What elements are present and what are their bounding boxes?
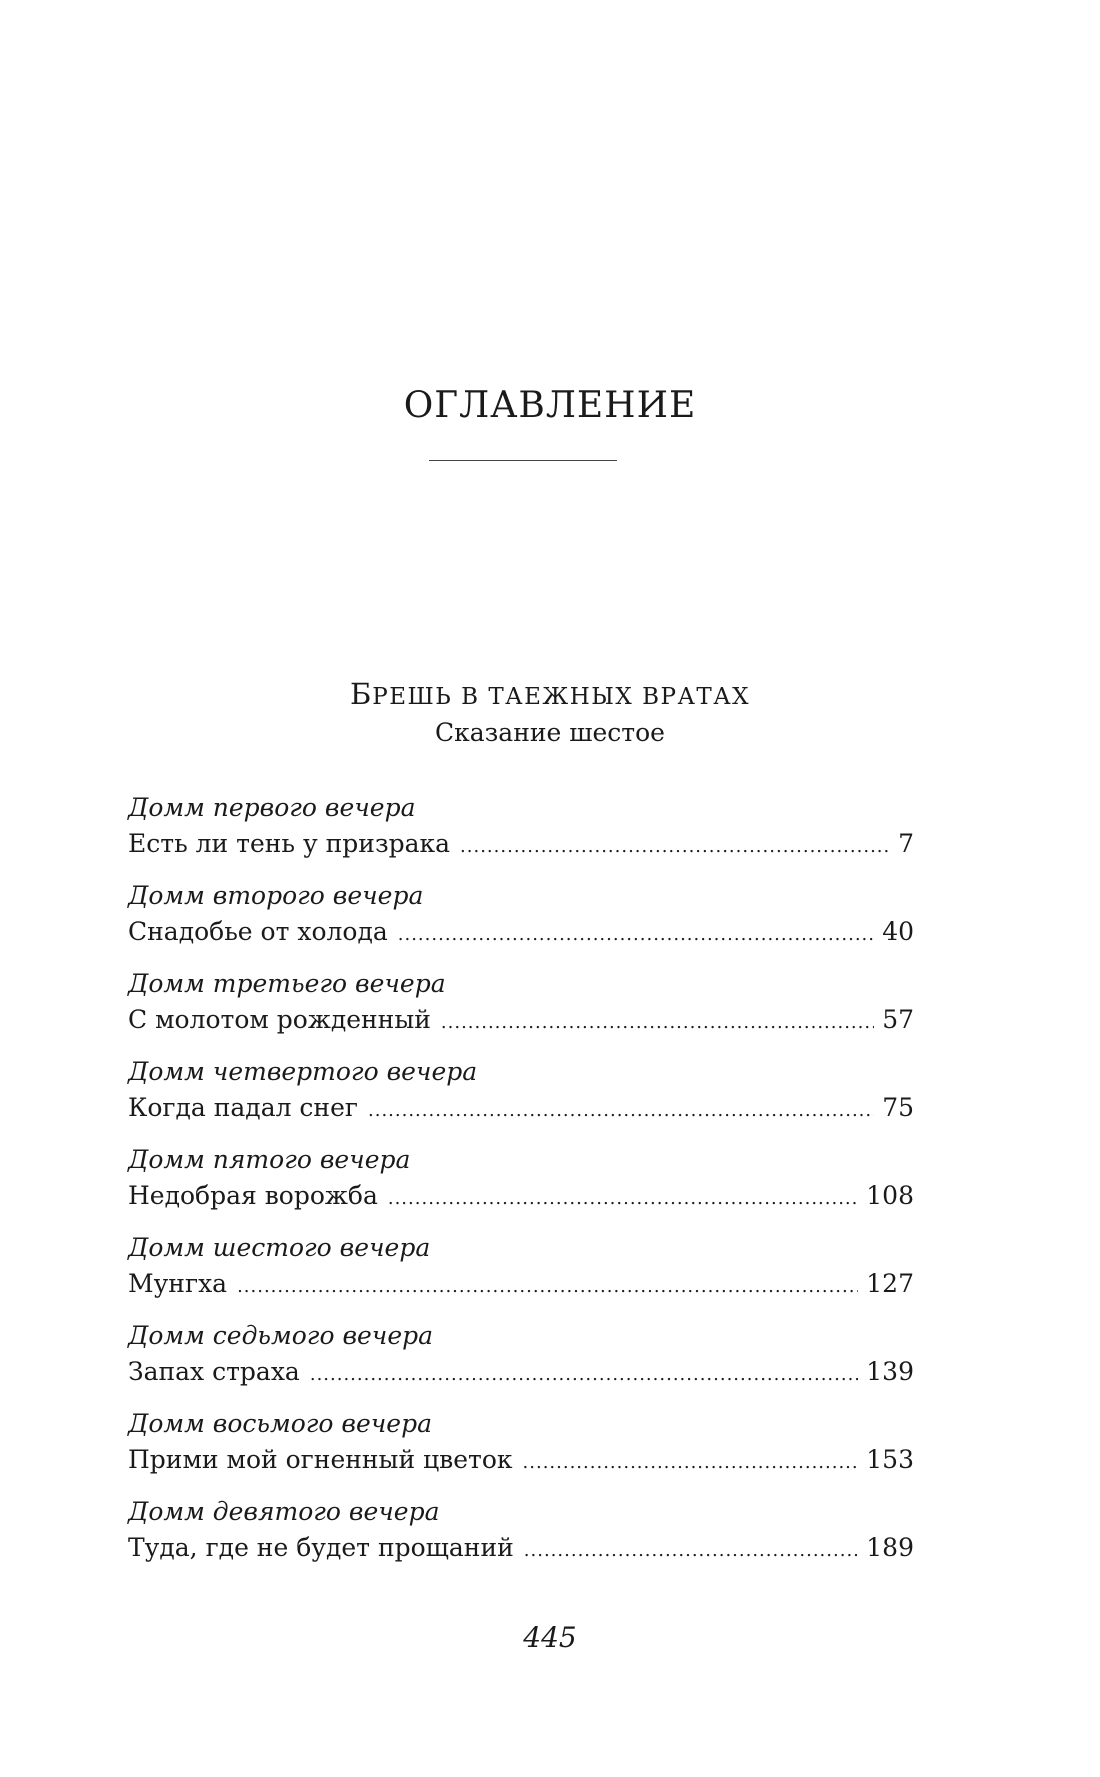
- entry-line: [128, 829, 914, 862]
- dot-leader: [310, 1360, 858, 1390]
- entry-label: Домм шестого вечера: [128, 1233, 431, 1262]
- title-divider: [429, 460, 617, 461]
- toc-entry: [128, 881, 914, 969]
- entry-title: Когда падал снег: [128, 1093, 358, 1122]
- entry-label: Домм пятого вечера: [128, 1145, 411, 1174]
- part-subtitle: Сказание шестое: [435, 718, 665, 747]
- toc-entry: [128, 1321, 914, 1409]
- entry-label: Домм третьего вечера: [128, 969, 446, 998]
- entry-title: С молотом рожденный: [128, 1005, 431, 1034]
- entry-line: [128, 1005, 914, 1038]
- dot-leader: [524, 1536, 858, 1566]
- entry-line: [128, 1181, 914, 1214]
- entry-label: Домм первого вечера: [128, 793, 416, 822]
- page-number: 445: [523, 1621, 577, 1654]
- toc-entry: [128, 1057, 914, 1145]
- entry-title: Запах страха: [128, 1357, 300, 1386]
- entry-label: Домм седьмого вечера: [128, 1321, 434, 1350]
- entry-title: Есть ли тень у призрака: [128, 829, 451, 858]
- entry-page-number: 75: [882, 1093, 914, 1122]
- toc-entry: [128, 1145, 914, 1233]
- page-title: ОГЛАВЛЕНИЕ: [403, 385, 697, 426]
- entry-page-number: 153: [866, 1445, 914, 1474]
- entry-line: [128, 1533, 914, 1566]
- dot-leader: [460, 832, 890, 862]
- entry-label: Домм девятого вечера: [128, 1497, 440, 1526]
- dot-leader: [398, 920, 874, 950]
- toc-entry: [128, 1233, 914, 1321]
- entry-line: [128, 1357, 914, 1390]
- entry-page-number: 127: [866, 1269, 914, 1298]
- part-title-rest: РЕШЬ В ТАЕЖНЫХ ВРАТАХ: [372, 684, 751, 710]
- entry-title: Прими мой огненный цветок: [128, 1445, 513, 1474]
- entry-title: Туда, где не будет прощаний: [128, 1533, 514, 1562]
- entry-line: [128, 1093, 914, 1126]
- entry-page-number: 139: [866, 1357, 914, 1386]
- toc-entry: [128, 793, 914, 881]
- dot-leader: [388, 1184, 858, 1214]
- toc-entry: [128, 1409, 914, 1497]
- part-title: [0, 677, 1100, 711]
- part-title-initial: Б: [349, 677, 373, 711]
- entry-title: Недобрая ворожба: [128, 1181, 378, 1210]
- toc-entry: [128, 969, 914, 1057]
- entry-page-number: 57: [882, 1005, 914, 1034]
- dot-leader: [523, 1448, 859, 1478]
- entry-title: Снадобье от холода: [128, 917, 388, 946]
- entry-label: Домм четвертого вечера: [128, 1057, 478, 1086]
- table-of-contents: [128, 793, 914, 1585]
- entry-label: Домм восьмого вечера: [128, 1409, 433, 1438]
- dot-leader: [237, 1272, 858, 1302]
- entry-label: Домм второго вечера: [128, 881, 424, 910]
- entry-page-number: 7: [898, 829, 914, 858]
- entry-title: Мунгха: [128, 1269, 228, 1298]
- dot-leader: [441, 1008, 874, 1038]
- entry-line: [128, 917, 914, 950]
- dot-leader: [368, 1096, 874, 1126]
- entry-line: [128, 1445, 914, 1478]
- entry-page-number: 189: [866, 1533, 914, 1562]
- entry-page-number: 40: [882, 917, 914, 946]
- entry-page-number: 108: [866, 1181, 914, 1210]
- entry-line: [128, 1269, 914, 1302]
- toc-entry: [128, 1497, 914, 1585]
